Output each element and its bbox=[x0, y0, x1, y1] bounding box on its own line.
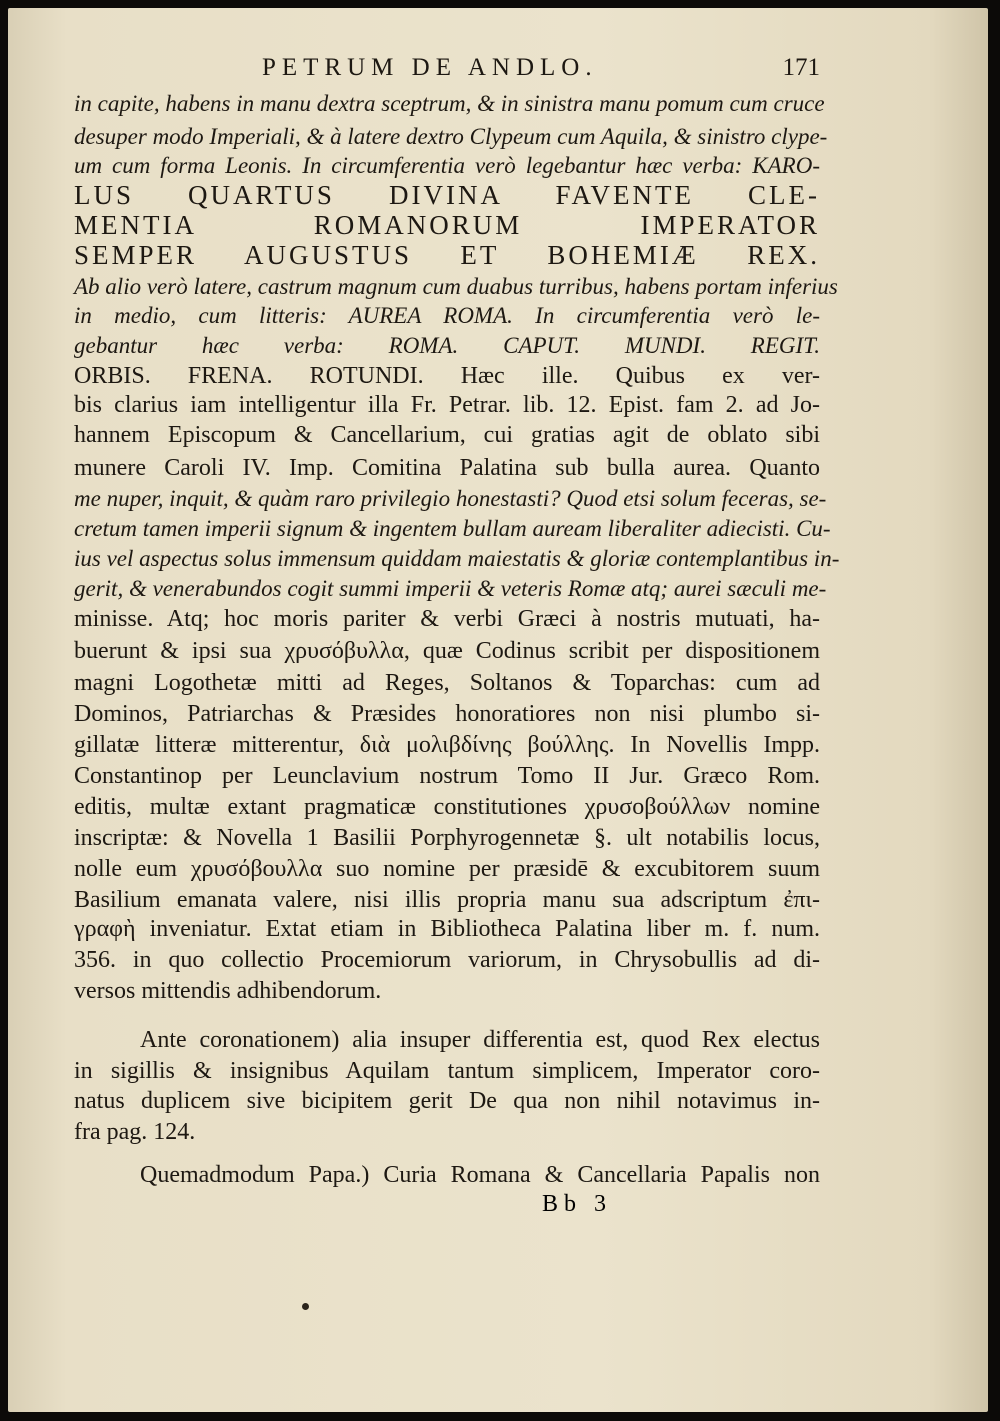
text-line: Ab alio verò latere, castrum magnum cum duabus turribus, habens portam inferius bbox=[74, 274, 838, 299]
text-line: gillatæ litteræ mitterentur, διὰ μολιβδίνης βούλλης. In Novellis Impp. bbox=[74, 732, 820, 758]
text-line: Basilium emanata valere, nisi illis propria manu sua adscriptum ἐπι- bbox=[74, 887, 820, 913]
text-line: Ante coronationem) alia insuper differentia est, quod Rex electus bbox=[140, 1027, 820, 1053]
text-line: um cum forma Leonis. In circumferentia verò legebantur hæc verba: KARO- bbox=[74, 153, 820, 178]
text-line: gebantur hæc verba: ROMA. CAPUT. MUNDI. REGIT. bbox=[74, 333, 820, 358]
text-line: inscriptæ: & Novella 1 Basilii Porphyrogennetæ §. ult notabilis locus, bbox=[74, 825, 820, 851]
text-line: munere Caroli IV. Imp. Comitina Palatina sub bulla aurea. Quanto bbox=[74, 455, 820, 481]
text-line: MENTIA ROMANORUM IMPERATOR bbox=[74, 210, 820, 240]
ink-dot bbox=[302, 1303, 309, 1310]
text-line: Constantinop per Leunclavium nostrum Tomo II Jur. Græco Rom. bbox=[74, 763, 820, 789]
text-line: hannem Episcopum & Cancellarium, cui gratias agit de oblato sibi bbox=[74, 422, 820, 448]
text-line: ORBIS. FRENA. ROTUNDI. Hæc ille. Quibus ex ver- bbox=[74, 363, 820, 389]
text-line: me nuper, inquit, & quàm raro privilegio honestasti? Quod etsi solum feceras, se- bbox=[74, 486, 827, 511]
text-line: Dominos, Patriarchas & Præsides honoratiores non nisi plumbo si- bbox=[74, 701, 820, 727]
text-line: ius vel aspectus solus immensum quiddam maiestatis & gloriæ contemplantibus in- bbox=[74, 546, 840, 571]
text-line: buerunt & ipsi sua χρυσόβυλλα, quæ Codinus scribit per dispositionem bbox=[74, 638, 820, 664]
text-line: in capite, habens in manu dextra sceptrum, & in sinistra manu pomum cum cruce bbox=[74, 91, 825, 116]
text-line: gerit, & venerabundos cogit summi imperii & veteris Romæ atq; aurei sæculi me- bbox=[74, 576, 827, 601]
text-line: in sigillis & insignibus Aquilam tantum simplicem, Imperator coro- bbox=[74, 1058, 820, 1084]
text-line: 356. in quo collectio Procemiorum variorum, in Chrysobullis ad di- bbox=[74, 947, 820, 973]
text-line: magni Logothetæ mitti ad Reges, Soltanos & Toparchas: cum ad bbox=[74, 670, 820, 696]
signature-mark: Bb 3 bbox=[542, 1191, 613, 1217]
text-line: cretum tamen imperii signum & ingentem bullam auream liberaliter adiecisti. Cu- bbox=[74, 516, 831, 541]
running-header bbox=[74, 54, 820, 90]
text-line: γραφὴ inveniatur. Extat etiam in Bibliotheca Palatina liber m. f. num. bbox=[74, 916, 820, 942]
text-line: SEMPER AUGUSTUS ET BOHEMIÆ REX. bbox=[74, 240, 820, 270]
text-line: bis clarius iam intelligentur illa Fr. Petrar. lib. 12. Epist. fam 2. ad Jo- bbox=[74, 392, 820, 418]
text-line: Quemadmodum Papa.) Curia Romana & Cancellaria Papalis non bbox=[140, 1162, 820, 1188]
text-line: minisse. Atq; hoc moris pariter & verbi Græci à nostris mutuati, ha- bbox=[74, 606, 820, 632]
text-line: fra pag. 124. bbox=[74, 1119, 196, 1145]
text-line: editis, multæ extant pragmaticæ constitutiones χρυσοβούλλων nomine bbox=[74, 794, 820, 820]
text-line: desuper modo Imperiali, & à latere dextro Clypeum cum Aquila, & sinistro clype- bbox=[74, 124, 828, 149]
text-line: nolle eum χρυσόβουλλα suo nomine per præsidē & excubitorem suum bbox=[74, 856, 820, 882]
book-page bbox=[8, 8, 988, 1412]
text-line: LUS QUARTUS DIVINA FAVENTE CLE- bbox=[74, 180, 820, 210]
text-line: in medio, cum litteris: AUREA ROMA. In circumferentia verò le- bbox=[74, 303, 820, 328]
running-title: PETRUM DE ANDLO. bbox=[262, 54, 598, 81]
text-line: versos mittendis adhibendorum. bbox=[74, 978, 382, 1004]
page-number: 171 bbox=[782, 54, 820, 81]
text-line: natus duplicem sive bicipitem gerit De qua non nihil notavimus in- bbox=[74, 1088, 820, 1114]
